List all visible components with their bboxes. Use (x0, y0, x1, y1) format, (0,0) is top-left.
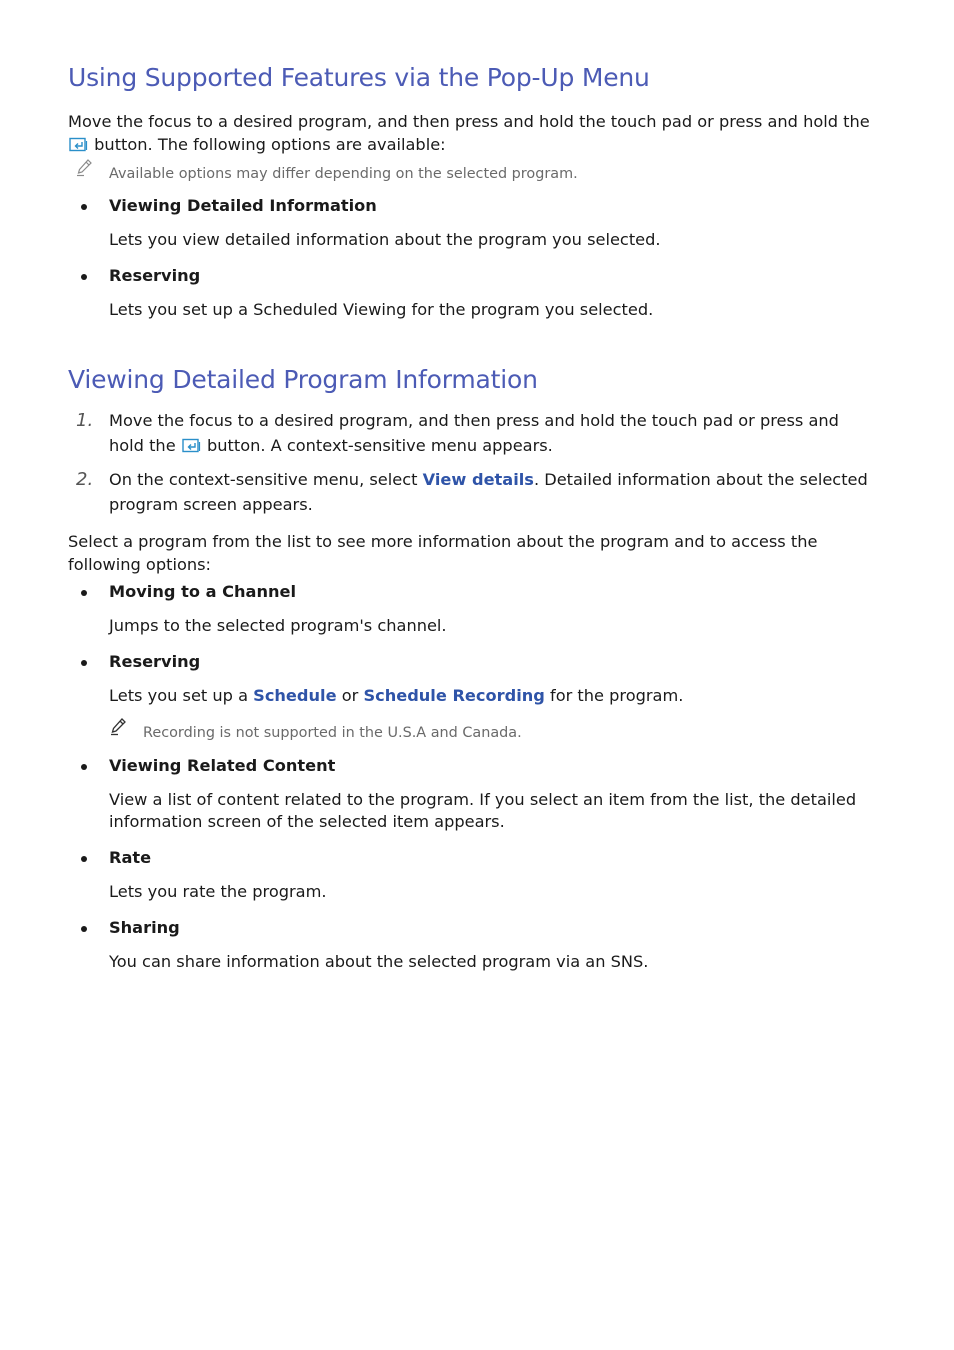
item-label-sharing: Sharing (109, 918, 180, 937)
item-desc: Lets you rate the program. (109, 882, 327, 901)
intro-text-a: Move the focus to a desired program, and then press and hold the touch pad or press and hold the (68, 112, 870, 131)
step-1 (109, 408, 879, 458)
item-label-rate: Rate (109, 848, 152, 867)
bullet-dot (81, 856, 87, 862)
item-label-viewing-related-content: Viewing Related Content (109, 756, 336, 775)
step-text-b: . Detailed information about the selected program screen appears. (109, 470, 868, 514)
bullet-dot (81, 274, 87, 280)
pencil-note-icon (75, 158, 93, 178)
item-desc: Jumps to the selected program's channel. (109, 616, 447, 635)
pencil-note-icon (109, 717, 127, 737)
item-desc: Lets you view detailed information about the program you selected. (109, 230, 661, 249)
bullet-dot (81, 926, 87, 932)
step-number: 1. (76, 410, 94, 431)
bullet-dot (81, 204, 87, 210)
item-label-reserving: Reserving (109, 266, 201, 285)
view-details-link[interactable]: View details (422, 470, 534, 489)
intro-text-b: button. The following options are available: (94, 135, 446, 154)
step-text-a: Move the focus to a desired program, and then press and hold the touch pad or press and hold the (109, 411, 839, 455)
step-2 (109, 467, 879, 517)
enter-button-icon (182, 438, 201, 453)
step-text-a: On the context-sensitive menu, select (109, 470, 418, 489)
enter-button-icon (69, 137, 88, 152)
item-desc: View a list of content related to the program. If you select an item from the list, the detailed information screen of the selected item appears. (109, 790, 857, 831)
bullet-dot (81, 590, 87, 596)
note-options-differ (109, 164, 578, 184)
step-text-b: button. A context-sensitive menu appears. (206, 436, 553, 455)
item-desc: You can share information about the selected program via an SNS. (109, 952, 649, 971)
item-label-viewing-detailed-information: Viewing Detailed Information (109, 196, 377, 215)
item-label-moving-to-channel: Moving to a Channel (109, 582, 297, 601)
schedule-recording-link[interactable]: Schedule Recording (363, 686, 545, 705)
note-text: Recording is not supported in the U.S.A and Canada. (143, 725, 522, 741)
item-desc: Lets you set up a Scheduled Viewing for the program you selected. (109, 300, 654, 319)
section1-intro (68, 110, 884, 156)
item-label-reserving: Reserving (109, 652, 201, 671)
section-heading-popup-menu: Using Supported Features via the Pop-Up Menu (68, 63, 650, 92)
note-text: Available options may differ depending on the selected program. (109, 166, 578, 182)
desc-text-a: Lets you set up a (109, 686, 248, 705)
desc-text-b: for the program. (550, 686, 684, 705)
bullet-dot (81, 660, 87, 666)
section2-intro: Select a program from the list to see more information about the program and to access the following options: (68, 532, 818, 574)
step-number: 2. (76, 469, 94, 490)
bullet-dot (81, 764, 87, 770)
note-recording-not-supported (143, 723, 522, 743)
schedule-link[interactable]: Schedule (253, 686, 337, 705)
desc-text-or: or (341, 686, 359, 705)
item-desc-reserving (109, 685, 869, 707)
section-heading-detailed-program-info: Viewing Detailed Program Information (68, 365, 538, 394)
